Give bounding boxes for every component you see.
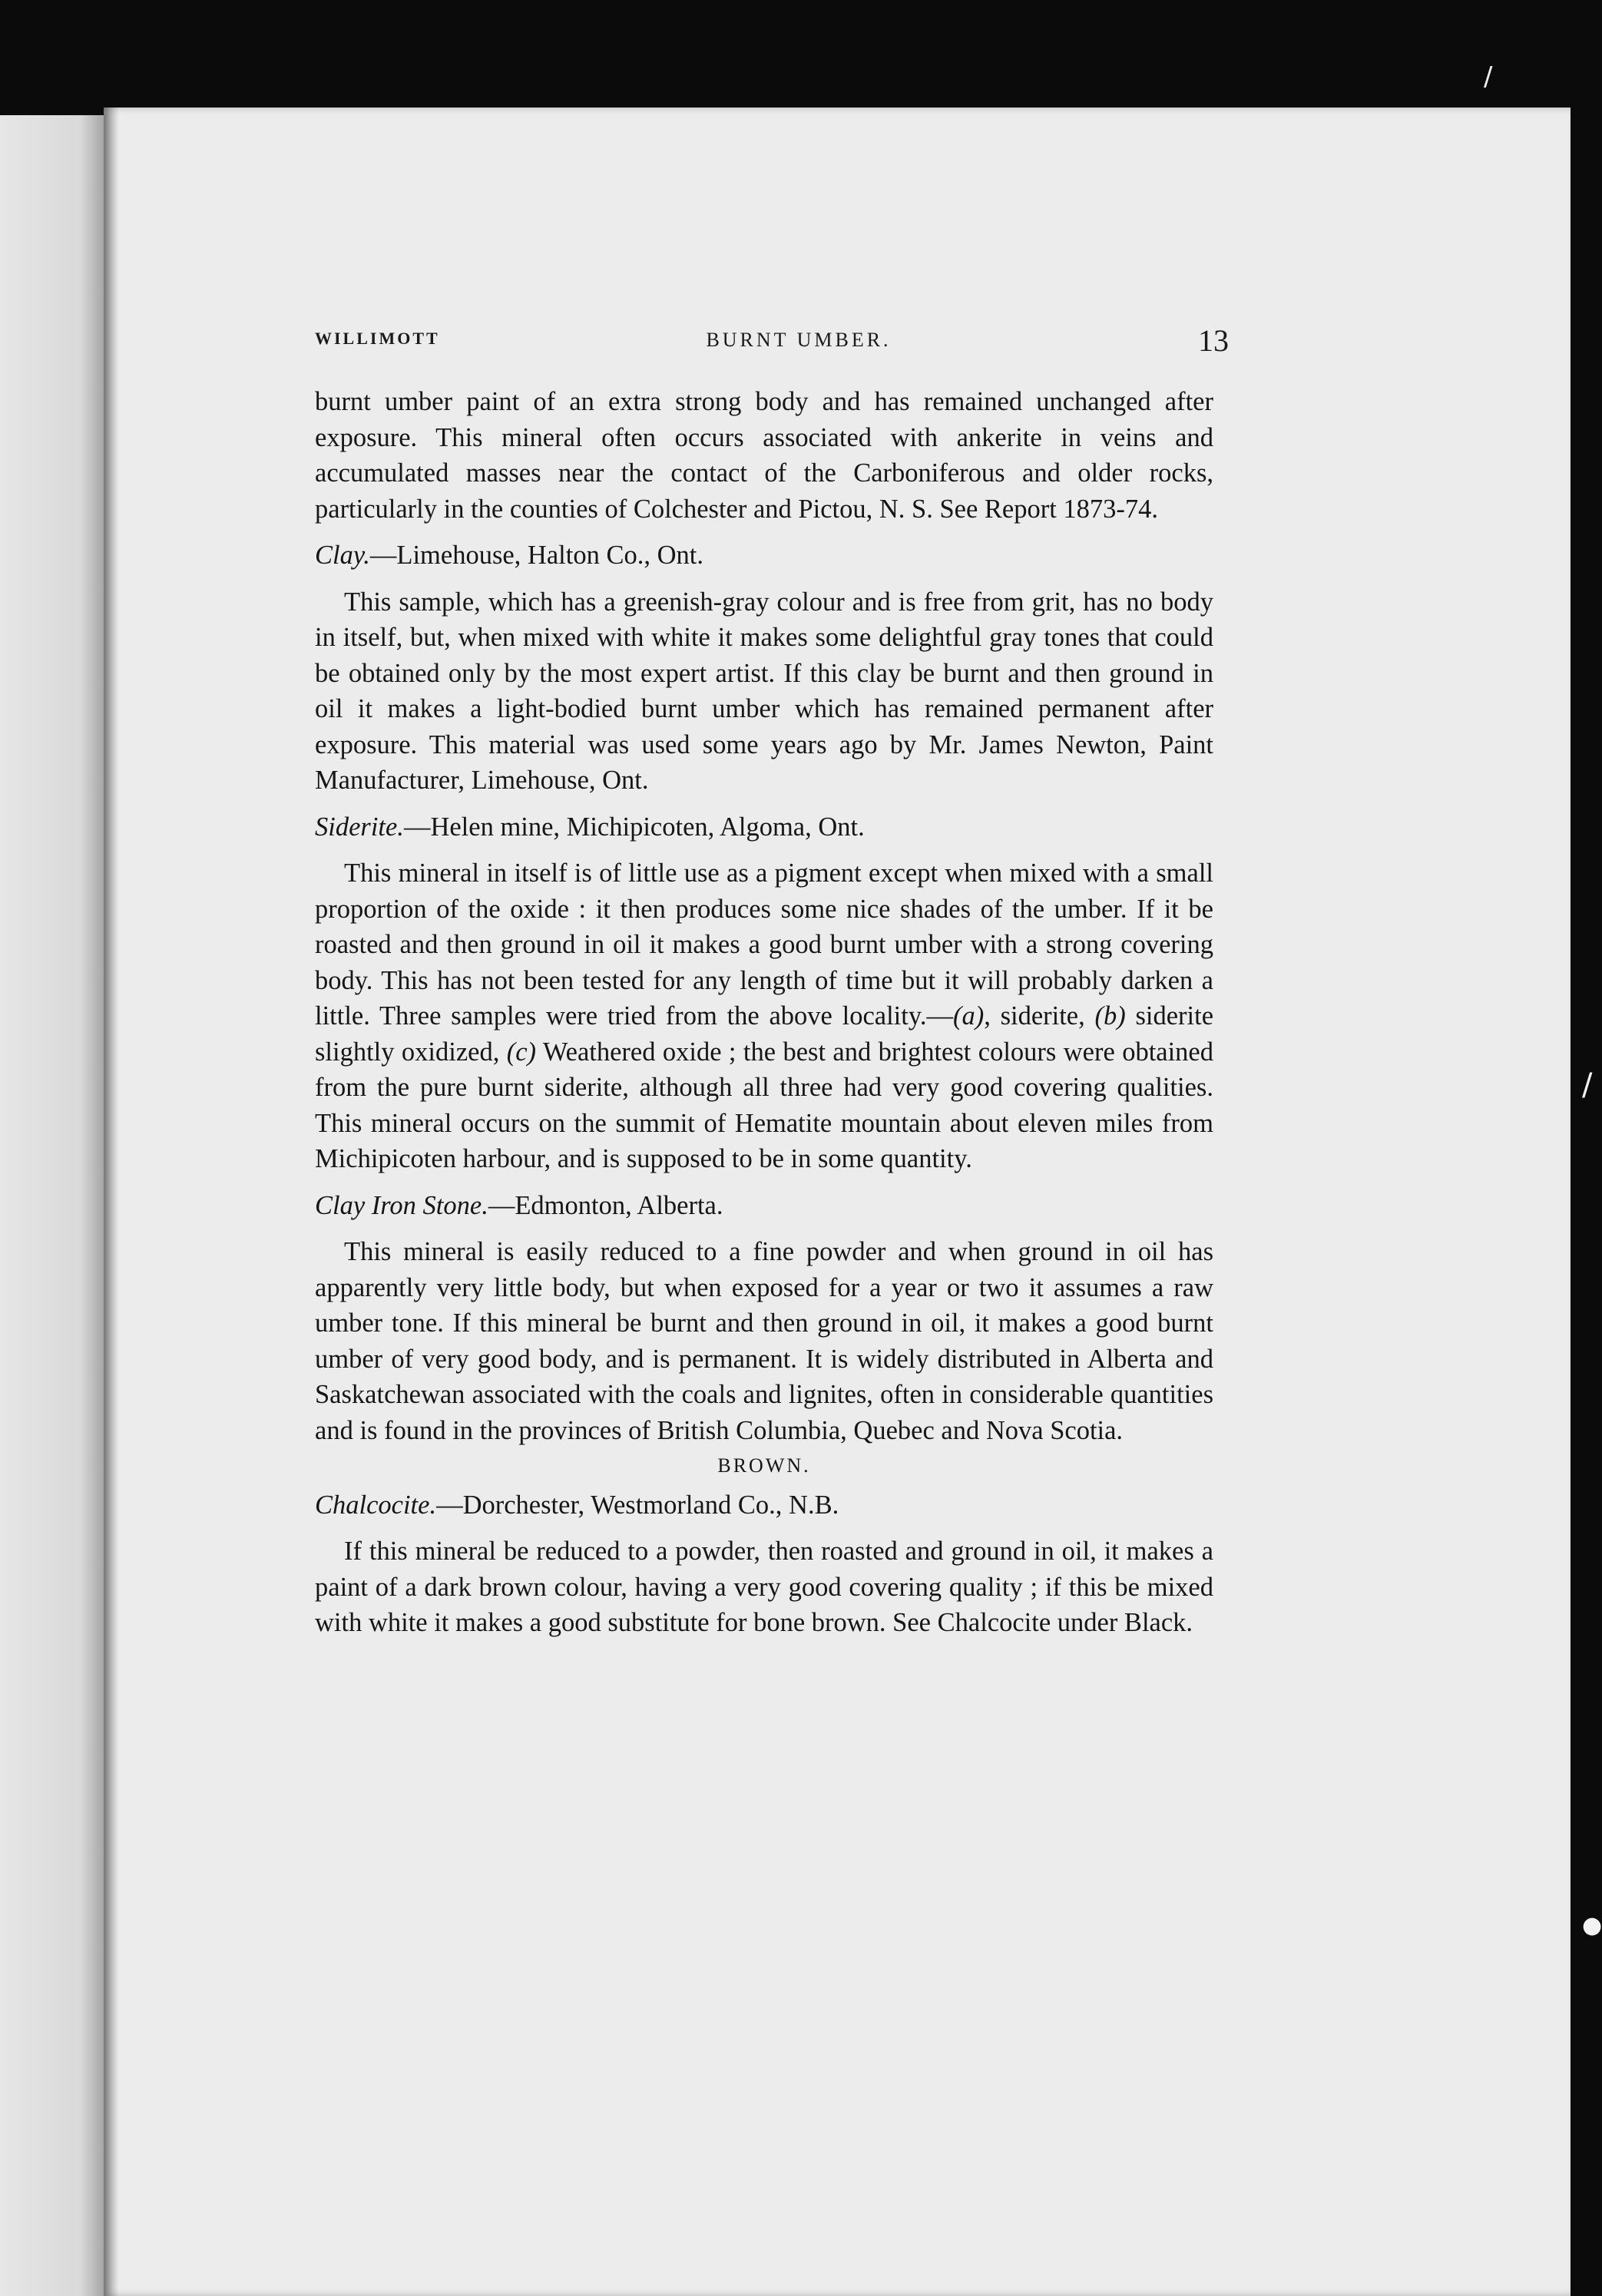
siderite-label-b: (b) (1094, 1001, 1126, 1031)
entry-siderite-locality: —Helen mine, Michipicoten, Algoma, Ont. (403, 812, 865, 842)
scan-speck: / (1582, 1067, 1593, 1103)
entry-chalcocite (315, 1487, 1213, 1523)
siderite-text-c: siderite slightly oxidized, (315, 1001, 1214, 1067)
left-page-sliver (0, 115, 115, 2296)
scan-speck: ● (1582, 1912, 1602, 1939)
paragraph-clay: This sample, which has a greenish-gray colour and is free from grit, has no body in itself, but, when mixed with white it makes some delightful gray tones that could be obtained only by the most expert artist. If this clay be burnt and then ground in oil it makes a light-bodied burnt umber which has remained permanent after exposure. This material was used some years ago by Mr. James Newton, Paint Manufacturer, Limehouse, Ont. (315, 587, 1213, 795)
paragraph-continuation: burnt umber paint of an extra strong body and has remained unchanged after exposure. This mineral often occurs associated with ankerite in veins and accumulated masses near the contact of the Carboniferous and older rocks, particularly in the counties of Colchester and Pictou, N. S. See Report 1873-74. (315, 387, 1213, 524)
entry-clay (315, 538, 1213, 574)
paragraph-ironstone: This mineral is easily reduced to a fine powder and when ground in oil has apparently very little body, but when exposed for a year or two it assumes a raw umber tone. If this mineral be burnt and then ground in oil, it makes a good burnt umber of very good body, and is permanent. It is widely distributed in Alberta and Saskatchewan associated with the coals and lignites, often in considerable quantities and is found in the provinces of British Columbia, Quebec and Nova Scotia. (315, 1237, 1213, 1445)
entry-clay-iron-stone (315, 1188, 1213, 1224)
entry-siderite (315, 809, 1213, 845)
siderite-text-d: Weathered oxide ; the best and brightest colours were obtained from the pure burnt siderite, although all three had very good covering qualities. This mineral occurs on the summit of Hematite mountain about eleven miles from Michipicoten harbour, and is supposed to be in some quantity. (315, 1037, 1213, 1173)
page-gutter-shadow (104, 108, 119, 2296)
entry-clay-name: Clay. (315, 541, 370, 570)
page-number: 13 (1198, 323, 1229, 358)
siderite-text-b: , siderite, (984, 1001, 1095, 1031)
header-title: BURNT UMBER. (706, 329, 892, 351)
entry-ironstone-name: Clay Iron Stone. (315, 1190, 488, 1220)
paragraph-siderite (315, 855, 1213, 1177)
siderite-label-c: (c) (506, 1037, 537, 1067)
siderite-text-a: This mineral in itself is of little use as a pigment except when mixed with a small proportion of the oxide : it then produces some nice shades of the umber. If it be roasted and then ground in oil it makes a good burnt umber with a strong covering body. This has not been tested for any length of time but it will probably darken a little. Three samples were tried from the above locality.— (315, 859, 1213, 1031)
running-header (315, 323, 1229, 369)
page-body (315, 384, 1213, 1641)
scan-speck: / (1484, 61, 1493, 92)
header-author: WILLIMOTT (315, 329, 440, 348)
entry-siderite-name: Siderite. (315, 812, 404, 842)
section-heading-brown: BROWN. (717, 1454, 811, 1477)
entry-chalcocite-name: Chalcocite. (315, 1490, 437, 1520)
siderite-label-a: (a) (952, 1001, 985, 1031)
entry-chalcocite-locality: —Dorchester, Westmorland Co., N.B. (436, 1490, 839, 1520)
entry-clay-locality: —Limehouse, Halton Co., Ont. (369, 541, 703, 570)
paragraph-chalcocite: If this mineral be reduced to a powder, then roasted and ground in oil, it makes a paint of a dark brown colour, having a very good covering quality ; if this be mixed with white it makes a good substitute for bone brown. See Chalcocite under Black. (315, 1537, 1213, 1637)
entry-ironstone-locality: —Edmonton, Alberta. (488, 1190, 723, 1220)
